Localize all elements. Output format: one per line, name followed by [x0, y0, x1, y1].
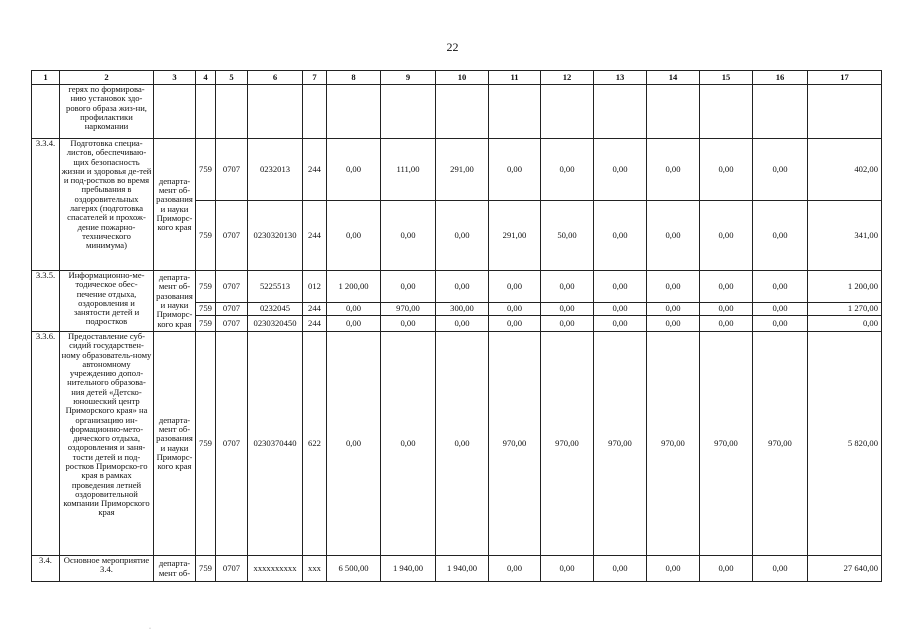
- cell: [489, 85, 541, 139]
- cell-c9: 0,00: [381, 201, 436, 271]
- cell-c12: 0,00: [541, 303, 594, 316]
- cell-c7: xxx: [303, 556, 327, 582]
- cell-c13: 0,00: [594, 303, 647, 316]
- cell-c4: 759: [196, 316, 216, 332]
- cell-c10: 291,00: [436, 139, 489, 201]
- cell-c6: xxxxxxxxxx: [248, 556, 303, 582]
- col-header: 8: [327, 71, 381, 85]
- stray-mark: ·: [149, 626, 151, 632]
- cell-c4: 759: [196, 332, 216, 556]
- item-number: 3.4.: [32, 556, 60, 582]
- cell-c9: 0,00: [381, 271, 436, 303]
- cell-c17: 0,00: [808, 316, 882, 332]
- cell-c6: 0230370440: [248, 332, 303, 556]
- col-header: 3: [154, 71, 196, 85]
- cell-c5: 0707: [216, 139, 248, 201]
- table-row: [32, 85, 882, 139]
- cell-c5: 0707: [216, 316, 248, 332]
- page-number: 22: [446, 40, 459, 54]
- col-header: 13: [594, 71, 647, 85]
- cell-c12: 0,00: [541, 556, 594, 582]
- cell-c15: 0,00: [700, 201, 753, 271]
- cell-c6: 0230320450: [248, 316, 303, 332]
- cell-c5: 0707: [216, 556, 248, 582]
- item-number: 3.3.4.: [32, 139, 60, 271]
- cell-c4: 759: [196, 303, 216, 316]
- cell: [303, 85, 327, 139]
- cell: [381, 85, 436, 139]
- cell-c9: 0,00: [381, 332, 436, 556]
- cell: [216, 85, 248, 139]
- col-header: 14: [647, 71, 700, 85]
- cell-c5: 0707: [216, 332, 248, 556]
- table-row: [32, 139, 882, 201]
- cell-c16: 970,00: [753, 332, 808, 556]
- cell-c4: 759: [196, 271, 216, 303]
- cell-c16: 0,00: [753, 316, 808, 332]
- cell-c8: 0,00: [327, 139, 381, 201]
- cell-c12: 50,00: [541, 201, 594, 271]
- col-header: 6: [248, 71, 303, 85]
- table-row: [32, 332, 882, 556]
- cell-c7: 244: [303, 201, 327, 271]
- cell-c11: 291,00: [489, 201, 541, 271]
- cell: [248, 85, 303, 139]
- cell-c12: 970,00: [541, 332, 594, 556]
- cell-c10: 0,00: [436, 201, 489, 271]
- item-name: герях по формирова-нию установок здо-рового образа жиз-ни, профилактики наркомании: [60, 85, 154, 139]
- cell-c15: 0,00: [700, 139, 753, 201]
- item-number: 3.3.5.: [32, 271, 60, 332]
- cell-c11: 970,00: [489, 332, 541, 556]
- cell-c14: 0,00: [647, 271, 700, 303]
- cell-c7: 622: [303, 332, 327, 556]
- cell-c16: 0,00: [753, 303, 808, 316]
- cell-c9: 0,00: [381, 316, 436, 332]
- item-number: 3.3.6.: [32, 332, 60, 556]
- cell-c14: 0,00: [647, 201, 700, 271]
- cell-c13: 970,00: [594, 332, 647, 556]
- cell-c13: 0,00: [594, 556, 647, 582]
- cell-c15: 0,00: [700, 316, 753, 332]
- cell-c14: 0,00: [647, 139, 700, 201]
- cell-c9: 111,00: [381, 139, 436, 201]
- col-header: 7: [303, 71, 327, 85]
- cell: [700, 85, 753, 139]
- cell-c13: 0,00: [594, 201, 647, 271]
- responsible-org: департа-мент об-разования и науки Приморс-кого края: [154, 271, 196, 332]
- cell-c6: 0232013: [248, 139, 303, 201]
- cell-c14: 0,00: [647, 303, 700, 316]
- cell-c17: 1 200,00: [808, 271, 882, 303]
- cell-c7: 244: [303, 316, 327, 332]
- cell-c8: 0,00: [327, 316, 381, 332]
- cell: [541, 85, 594, 139]
- cell-c17: 402,00: [808, 139, 882, 201]
- cell-c7: 244: [303, 139, 327, 201]
- cell-c16: 0,00: [753, 271, 808, 303]
- cell-c10: 0,00: [436, 332, 489, 556]
- budget-table: [31, 70, 882, 582]
- col-header: 10: [436, 71, 489, 85]
- col-header: 16: [753, 71, 808, 85]
- cell-c9: 1 940,00: [381, 556, 436, 582]
- item-name: Основное мероприятие 3.4.: [60, 556, 154, 582]
- responsible-org: департа-мент об-: [154, 556, 196, 582]
- col-header: 1: [32, 71, 60, 85]
- cell: [594, 85, 647, 139]
- cell-c10: 0,00: [436, 271, 489, 303]
- cell-c8: 0,00: [327, 201, 381, 271]
- cell: [436, 85, 489, 139]
- cell-c15: 0,00: [700, 556, 753, 582]
- cell-c15: 0,00: [700, 303, 753, 316]
- cell-c10: 0,00: [436, 316, 489, 332]
- col-header: 5: [216, 71, 248, 85]
- cell-c15: 0,00: [700, 271, 753, 303]
- table-row: [32, 556, 882, 582]
- cell: [647, 85, 700, 139]
- cell-c8: 0,00: [327, 332, 381, 556]
- item-name: Информационно-ме-тодическое обес-печение отдыха, оздоровления и занятости детей и подростков: [60, 271, 154, 332]
- cell-c4: 759: [196, 201, 216, 271]
- cell-c8: 6 500,00: [327, 556, 381, 582]
- cell-c10: 1 940,00: [436, 556, 489, 582]
- cell-c13: 0,00: [594, 316, 647, 332]
- cell: [808, 85, 882, 139]
- cell-c16: 0,00: [753, 139, 808, 201]
- cell: [32, 85, 60, 139]
- cell-c5: 0707: [216, 271, 248, 303]
- cell-c5: 0707: [216, 201, 248, 271]
- cell-c11: 0,00: [489, 271, 541, 303]
- cell: [327, 85, 381, 139]
- cell-c6: 0232045: [248, 303, 303, 316]
- cell-c17: 27 640,00: [808, 556, 882, 582]
- responsible-org: департа-мент об-разования и науки Приморс-кого края: [154, 139, 196, 271]
- responsible-org: департа-мент об-разования и науки Приморс-кого края: [154, 332, 196, 556]
- cell-c6: 0230320130: [248, 201, 303, 271]
- cell-c8: 0,00: [327, 303, 381, 316]
- col-header: 12: [541, 71, 594, 85]
- cell-c11: 0,00: [489, 556, 541, 582]
- cell-c17: 5 820,00: [808, 332, 882, 556]
- cell-c10: 300,00: [436, 303, 489, 316]
- cell-c12: 0,00: [541, 271, 594, 303]
- cell-c14: 0,00: [647, 316, 700, 332]
- cell-c12: 0,00: [541, 316, 594, 332]
- col-header: 11: [489, 71, 541, 85]
- cell-c17: 341,00: [808, 201, 882, 271]
- cell-c11: 0,00: [489, 139, 541, 201]
- cell-c11: 0,00: [489, 303, 541, 316]
- cell: [154, 85, 196, 139]
- col-header: 9: [381, 71, 436, 85]
- cell-c15: 970,00: [700, 332, 753, 556]
- cell-c13: 0,00: [594, 271, 647, 303]
- cell: [196, 85, 216, 139]
- cell-c9: 970,00: [381, 303, 436, 316]
- cell-c14: 970,00: [647, 332, 700, 556]
- header-row: [32, 71, 882, 85]
- table-row: [32, 271, 882, 303]
- cell-c14: 0,00: [647, 556, 700, 582]
- cell-c16: 0,00: [753, 556, 808, 582]
- cell-c12: 0,00: [541, 139, 594, 201]
- cell-c8: 1 200,00: [327, 271, 381, 303]
- col-header: 2: [60, 71, 154, 85]
- col-header: 17: [808, 71, 882, 85]
- item-name: Предоставление суб-сидий государствен-ному образователь-ному автономному учреждению допол-нительного образова-ния детей «Детско-юношеский центр Приморского края» на организацию ин-формационно-мето-дического отдыха, оздоровления и заня-тости детей и под-ростков Приморско-го края в рамках проведения летней оздоровительной компании Приморского края: [60, 332, 154, 556]
- cell-c7: 012: [303, 271, 327, 303]
- cell-c13: 0,00: [594, 139, 647, 201]
- cell-c16: 0,00: [753, 201, 808, 271]
- cell-c4: 759: [196, 556, 216, 582]
- cell-c17: 1 270,00: [808, 303, 882, 316]
- cell-c4: 759: [196, 139, 216, 201]
- col-header: 4: [196, 71, 216, 85]
- cell-c7: 244: [303, 303, 327, 316]
- cell: [753, 85, 808, 139]
- cell-c11: 0,00: [489, 316, 541, 332]
- cell-c6: 5225513: [248, 271, 303, 303]
- col-header: 15: [700, 71, 753, 85]
- cell-c5: 0707: [216, 303, 248, 316]
- item-name: Подготовка специа-листов, обеспечиваю-щих безопасность жизни и здоровья де-тей и под-ростков во время пребывания в оздоровительных лагерях (подготовка спасателей и прохож-дение пожарно-технического минимума): [60, 139, 154, 271]
